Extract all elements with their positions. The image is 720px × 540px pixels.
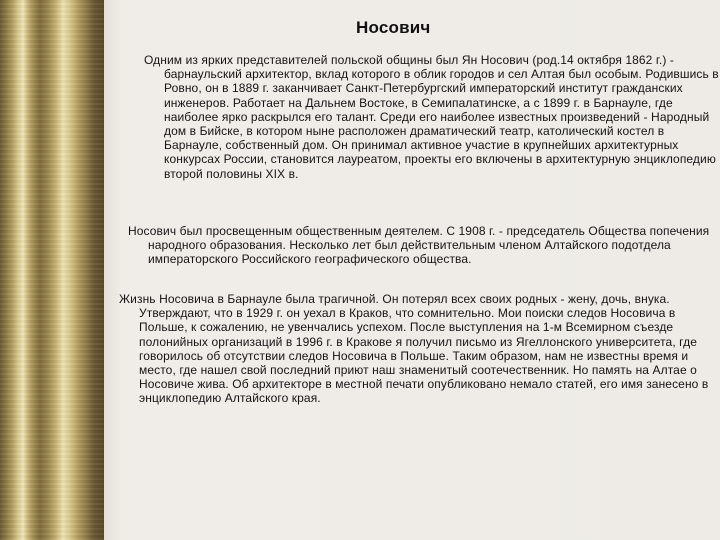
slide-title: Носович	[356, 18, 431, 37]
paragraph-3: Жизнь Носовича в Барнауле была трагичной. Он потерял всех своих родных - жену, дочь, внука. Утверждают, что в 1929 г. он уехал в Краков, что сомнительно. Мои поиски следов Носовича в Польше, к сожалению, не увенчались успехом. После выступления на 1-м Всемирном съезде полонийных организаций в 1996 г. в Кракове я получил письмо из Ягеллонского университета, где говорилось об отсутствии следов Носовича в Польше. Таким образом, нам не известны время и место, где нашел свой последний приют наш знаменитый соотечественник. Но память на Алтае о Носовиче жива. Об архитекторе в местной печати опубликовано немало статей, его имя занесено в энциклопедию Алтайского края.	[119, 292, 709, 406]
slide-content	[104, 0, 720, 540]
paragraph-2: Носович был просвещенным общественным деятелем. С 1908 г. - председатель Общества попечения народного образования. Несколько лет был действительным членом Алтайского подотдела императорского Российского географического общества.	[128, 224, 710, 267]
paragraph-1: Одним из ярких представителей польской общины был Ян Носович (род.14 октября 1862 г.) - барнаульский архитектор, вклад которого в облик городов и сел Алтая был особым. Родившись в Ровно, он в 1889 г. заканчивает Санкт-Петербургский императорский институт гражданских инженеров. Работает на Дальнем Востоке, в Семипалатинске, а с 1899 г. в Барнауле, где наиболее ярко раскрылся его талант. Среди его наиболее известных произведений - Народный дом в Бийске, в котором ныне расположен драматический театр, католический костел в Барнауле, собственный дом. Он принимал активное участие в крупнейших архитектурных конкурсах России, становится лауреатом, проекты его включены в архитектурную энциклопедию второй половины XIX в.	[144, 53, 719, 181]
decorative-gold-side-bar	[0, 0, 104, 540]
